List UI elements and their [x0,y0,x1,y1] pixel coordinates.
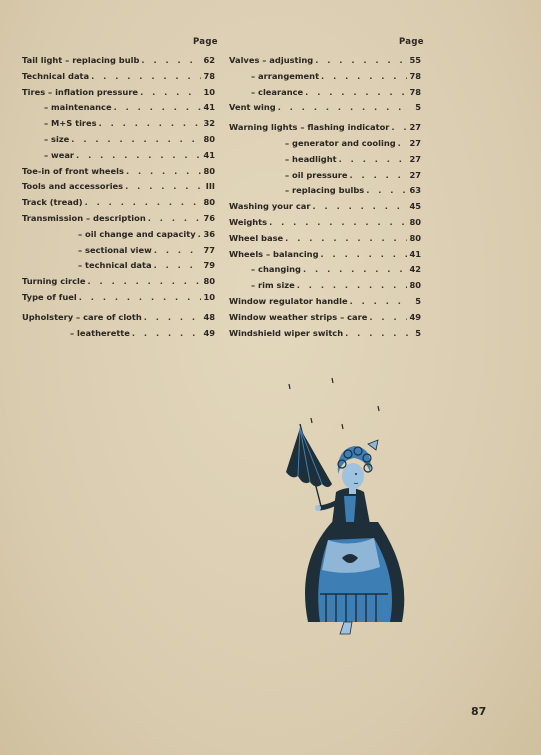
index-entry-page: 41 [203,102,215,113]
index-entry [22,70,215,82]
index-entry-text: Vent wing [229,102,276,113]
index-entry-text: Weights [229,217,268,227]
index-entry [229,232,421,244]
leader-dots [321,248,408,260]
leader-dots [369,311,407,323]
leader-dots [297,279,408,291]
leader-dots [126,165,202,177]
index-entry [44,149,215,161]
index-entry-page: 49 [203,327,215,338]
index-entry-page: 27 [409,169,421,180]
index-entry-page: 63 [409,185,421,196]
index-entry-page: 80 [203,197,215,208]
index-entry-page: III [205,181,215,192]
index-entry-text: – replacing bulbs [285,185,365,196]
index-entry [22,86,215,98]
index-entry-page: 78 [203,70,215,81]
index-entry [22,212,215,224]
index-entry-text: Windshield wiper switch [229,327,344,338]
leader-dots [285,232,407,244]
leader-dots [140,86,201,98]
index-entry-page: 10 [203,86,215,97]
leader-dots [398,137,408,149]
index-entry-text: – sectional view [78,244,152,255]
index-entry [22,311,215,323]
index-entry-page: 80 [203,134,215,144]
index-entry [251,279,421,291]
leader-dots [269,216,407,228]
index-entry-page: 48 [203,311,215,322]
index-entry [251,70,421,82]
index-entry-text: – technical data [78,260,152,271]
page-column-heading: Page [193,37,218,47]
index-entry [229,121,421,133]
index-entry [285,153,421,165]
index-entry-text: Valves – adjusting [229,55,314,65]
rain-drops [289,378,379,429]
index-entry [44,101,215,113]
index-entry [251,263,421,275]
leader-dots [154,244,202,256]
index-entry-text: – leatherette [70,327,130,338]
index-entry [22,275,215,287]
index-entry-text: – headlight [285,153,337,164]
leader-dots [350,295,409,307]
index-entry-page: 80 [203,276,215,287]
index-entry [44,133,215,145]
leader-dots [305,86,407,98]
page-column-heading: Page [399,37,424,47]
index-entry-text: – M+S tires [44,118,97,129]
index-entry-text: Toe-in of front wheels [22,165,124,176]
index-entry [78,244,215,256]
index-entry-page: 42 [409,264,421,275]
index-entry [229,327,421,339]
leader-dots [91,70,201,82]
leader-dots [321,70,407,82]
lady-with-parasol-illustration [270,372,420,647]
leader-dots [79,291,202,303]
leader-dots [114,101,202,113]
index-entry-text: – oil change and capacity [78,228,196,239]
index-entry-page: 80 [409,217,421,227]
leader-dots [349,169,407,181]
leader-dots [303,263,407,275]
index-entry [22,291,215,303]
index-entry-page: 76 [203,213,215,223]
index-entry [229,54,421,66]
leader-dots [85,196,202,208]
index-entry-text: Transmission – description [22,213,146,223]
index-entry [229,248,421,260]
index-entry-page: 80 [409,232,421,243]
index-entry [70,327,215,339]
index-entry-text: – oil pressure [285,169,348,180]
index-entry-text: Upholstery – care of cloth [22,311,142,322]
index-entry-text: Turning circle [22,276,86,287]
index-entry-page: 78 [409,70,421,81]
leader-dots [339,153,408,165]
leader-dots [315,54,407,66]
index-entry-page: 62 [203,55,215,65]
index-entry-text: – maintenance [44,102,112,113]
index-entry-text: Tires – inflation pressure [22,86,139,97]
index-entry [251,86,421,98]
index-entry-text: – arrangement [251,70,320,81]
index-entry-text: Warning lights – flashing indicator [229,122,390,133]
index-entry [22,180,215,192]
index-entry [285,169,421,181]
index-entry-text: – generator and cooling [285,138,396,148]
index-entry-text: – changing [251,264,301,275]
index-entry-text: – rim size [251,280,295,291]
index-entry-text: – clearance [251,86,304,97]
index-entry [229,216,421,228]
index-entry-page: 5 [415,327,421,338]
leader-dots [144,311,202,323]
index-entry-page: 27 [409,138,421,148]
index-entry-text: Wheels – balancing [229,248,319,259]
index-entry-page: 41 [203,149,215,160]
leader-dots [125,180,203,192]
index-entry-page: 27 [409,122,421,133]
index-entry-page: 5 [415,296,421,306]
index-entry-text: Track (tread) [22,197,83,208]
page-number: 87 [471,705,487,718]
index-entry-text: Window weather strips – care [229,311,368,322]
index-entry [78,259,215,271]
index-entry-text: Washing your car [229,201,311,212]
leader-dots [345,327,409,339]
index-entry-text: Window regulator handle [229,296,348,306]
index-entry-page: 10 [203,292,215,302]
index-entry [285,137,421,149]
leader-dots [71,133,201,145]
index-entry [22,196,215,208]
leader-dots [198,228,202,240]
index-entry-text: Wheel base [229,232,284,243]
leader-dots [278,101,409,113]
leader-dots [148,212,202,224]
index-entry-page: 77 [203,244,215,255]
leader-dots [366,184,407,196]
leader-dots [99,117,202,129]
index-entry-page: 55 [409,55,421,65]
leader-dots [391,121,407,133]
index-entry-page: 41 [409,248,421,259]
leader-dots [141,54,201,66]
index-entry-text: Tail light – replacing bulb [22,55,140,65]
index-entry [78,228,215,240]
leader-dots [132,327,202,339]
index-entry-page: 80 [203,165,215,176]
index-entry-text: Tools and accessories [22,181,124,192]
index-entry [229,200,421,212]
index-entry-text: – wear [44,149,75,160]
index-entry-page: 32 [203,118,215,129]
index-entry [22,165,215,177]
leader-dots [154,259,202,271]
leader-dots [76,149,201,161]
index-entry [22,54,215,66]
index-entry-page: 45 [409,201,421,212]
index-entry [44,117,215,129]
index-entry [229,311,421,323]
index-entry-text: Type of fuel [22,292,77,302]
index-entry [229,295,421,307]
leader-dots [87,275,201,287]
index-entry-page: 27 [409,153,421,164]
leader-dots [312,200,407,212]
index-entry-page: 79 [203,260,215,271]
index-entry-page: 49 [409,311,421,322]
index-entry [285,184,421,196]
index-entry-page: 36 [203,228,215,239]
index-entry-page: 5 [415,102,421,113]
index-entry-text: Technical data [22,70,90,81]
index-entry-page: 80 [409,280,421,291]
index-entry-page: 78 [409,86,421,97]
index-entry [229,101,421,113]
index-entry-text: – size [44,134,70,144]
